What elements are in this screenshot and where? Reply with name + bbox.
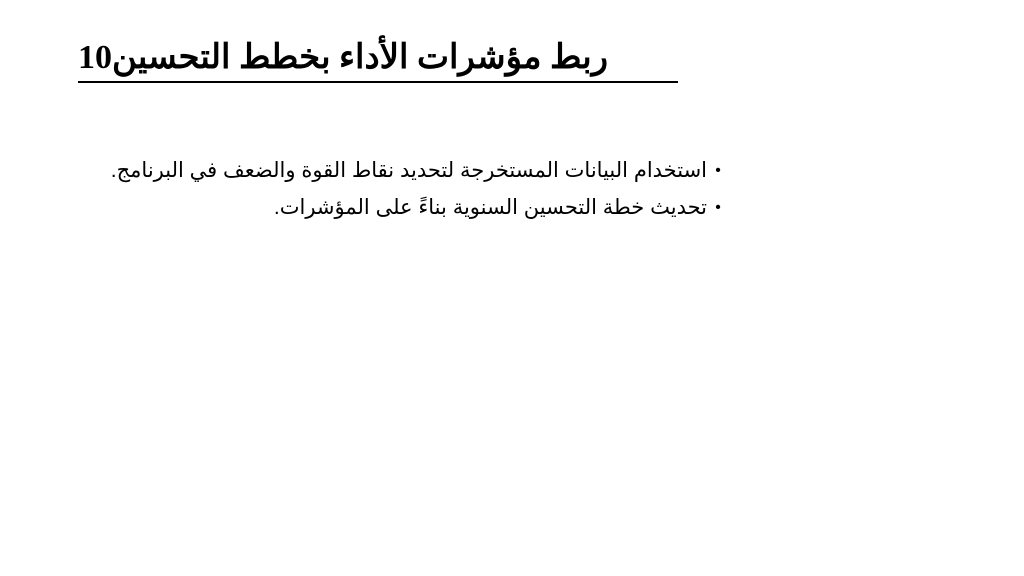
bullet-text: تحديث خطة التحسين السنوية بناءً على المؤشرات. [273,196,707,219]
title-underline [78,81,678,83]
bullet-icon: • [715,162,721,179]
bullet-list [80,152,725,226]
bullet-text: استخدام البيانات المستخرجة لتحديد نقاط القوة والضعف في البرنامج. [110,159,707,182]
slide-title-area [78,36,678,86]
bullet-item [80,189,725,226]
bullet-item [80,152,725,189]
bullet-icon: • [715,199,721,216]
slide-title: ربط مؤشرات الأداء بخطط التحسين10 [78,39,609,76]
